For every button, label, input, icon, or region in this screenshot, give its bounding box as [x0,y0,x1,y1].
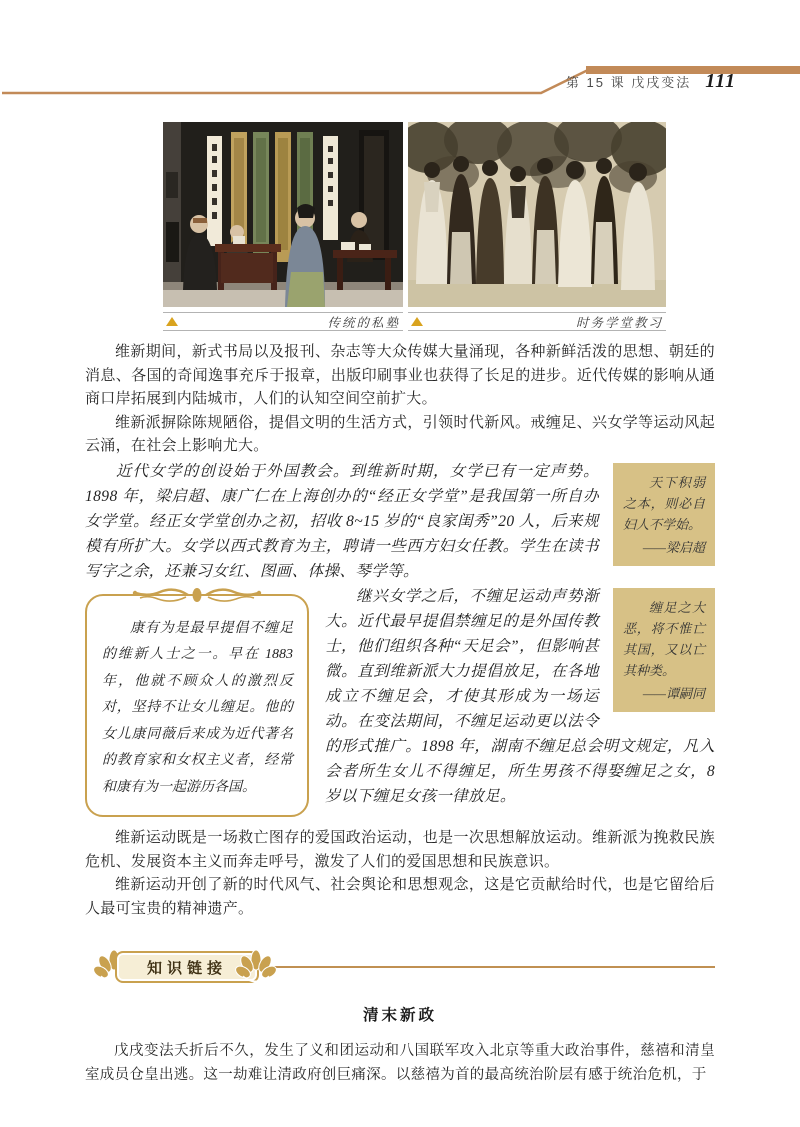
paragraph-late-qing-reform: 戊戌变法夭折后不久，发生了义和团运动和八国联军攻入北京等重大政治事件，慈禧和清皇室成员仓皇出逃。这一劫难让清政府创巨痛深。以慈禧为首的最高统治阶层有感于统治危机，于 [85,1043,715,1083]
knowledge-link-label: 知识链接 [147,959,228,977]
quote-box-liang-qichao [613,463,715,566]
page-header [566,70,736,93]
figure-traditional-school [163,122,403,331]
caption-triangle-icon [411,317,423,326]
figure-caption: 时务学堂教习 [575,315,663,330]
section-title: 清末新政 [362,1007,437,1024]
shiwu-academy-photo [408,122,666,307]
figure-caption-bar [163,312,403,331]
traditional-school-photo [163,122,403,307]
caption-triangle-icon [166,317,178,326]
paragraph-legacy: 维新运动开创了新的时代风气、社会舆论和思想观念，这是它贡献给时代，也是它留给后人最可宝贵的精神遗产。 [85,877,715,917]
quote-author: ——谭嗣同 [642,685,705,701]
quote-text: 缠足之大恶，将不惟亡其国，又以亡其种类。 [623,599,705,678]
knowledge-link-banner [85,947,715,987]
flourish-ornament-icon [122,584,272,606]
banner-rule [235,966,715,968]
figure-shiwu-academy [408,122,666,331]
lesson-title: 第 15 课 戊戌变法 [565,75,692,90]
paragraph-movement-meaning: 维新运动既是一场救亡图存的爱国政治运动，也是一次思想解放运动。维新派为挽救民族危机、发展资本主义而奔走呼号，激发了人们的爱国思想和民族意识。 [85,830,715,870]
figure-caption-bar [408,312,666,331]
quote-text: 天下积弱之本，则必自妇人不学始。 [623,474,705,532]
paragraph-customs: 维新派摒除陈规陋俗，提倡文明的生活方式，引领时代新风。戒缠足、兴女学等运动风起云涌，在社会上影响尤大。 [85,414,715,454]
figure-caption: 传统的私塾 [327,315,400,330]
callout-text: 康有为是最早提倡不缠足的维新人士之一。早在 1883 年，他就不顾众人的激烈反对，坚持不让女儿缠足。他的女儿康同薇后来成为近代著名的教育家和女权主义者，经常和康有为一起游历各国。 [102,620,293,795]
callout-kang-youwei [85,594,309,818]
quote-author: ——梁启超 [642,539,705,555]
paragraph-womens-schools: 近代女学的创设始于外国教会。到维新时期，女学已有一定声势。1898 年，梁启超、康广仁在上海创办的“经正女学堂”是我国第一所自办女学堂。经正女学堂创办之初，招收 8~15 岁的“良家闺秀”20 人，后来规模有所扩大。女学以西式教育为主，聘请一些西方妇女任教。学生在读书写字之余，还兼习女红、图画、体操、琴学等。 [85,462,599,580]
quote-box-tan-sitong [613,588,715,712]
main-content [85,341,715,1087]
lotus-icon [235,946,277,988]
header-rule-decoration [0,0,800,110]
paragraph-media: 维新期间，新式书局以及报刊、杂志等大众传媒大量涌现，各种新鲜活泼的思想、朝廷的消息、各国的奇闻逸事充斥于报章，出版印刷事业也获得了长足的进步。近代传媒的影响从通商口岸拓展到内陆城市，人们的认知空间空前扩大。 [85,344,715,407]
page-number: 111 [705,70,736,92]
paragraph-anti-footbinding: 继兴女学之后，不缠足运动声势渐大。近代最早提倡禁缠足的是外国传教士，他们组织各种“天足会”，但影响甚微。直到维新派大力提倡放足，在各地成立不缠足会，才使其形成为一场运动。在变法期间，不缠足运动更以法令的形式推广。1898 年，湖南不缠足总会明文规定，凡入会者所生女儿不得缠足，所生男孩不得娶缠足之女，8 岁以下缠足女孩一律放足。 [325,587,715,805]
